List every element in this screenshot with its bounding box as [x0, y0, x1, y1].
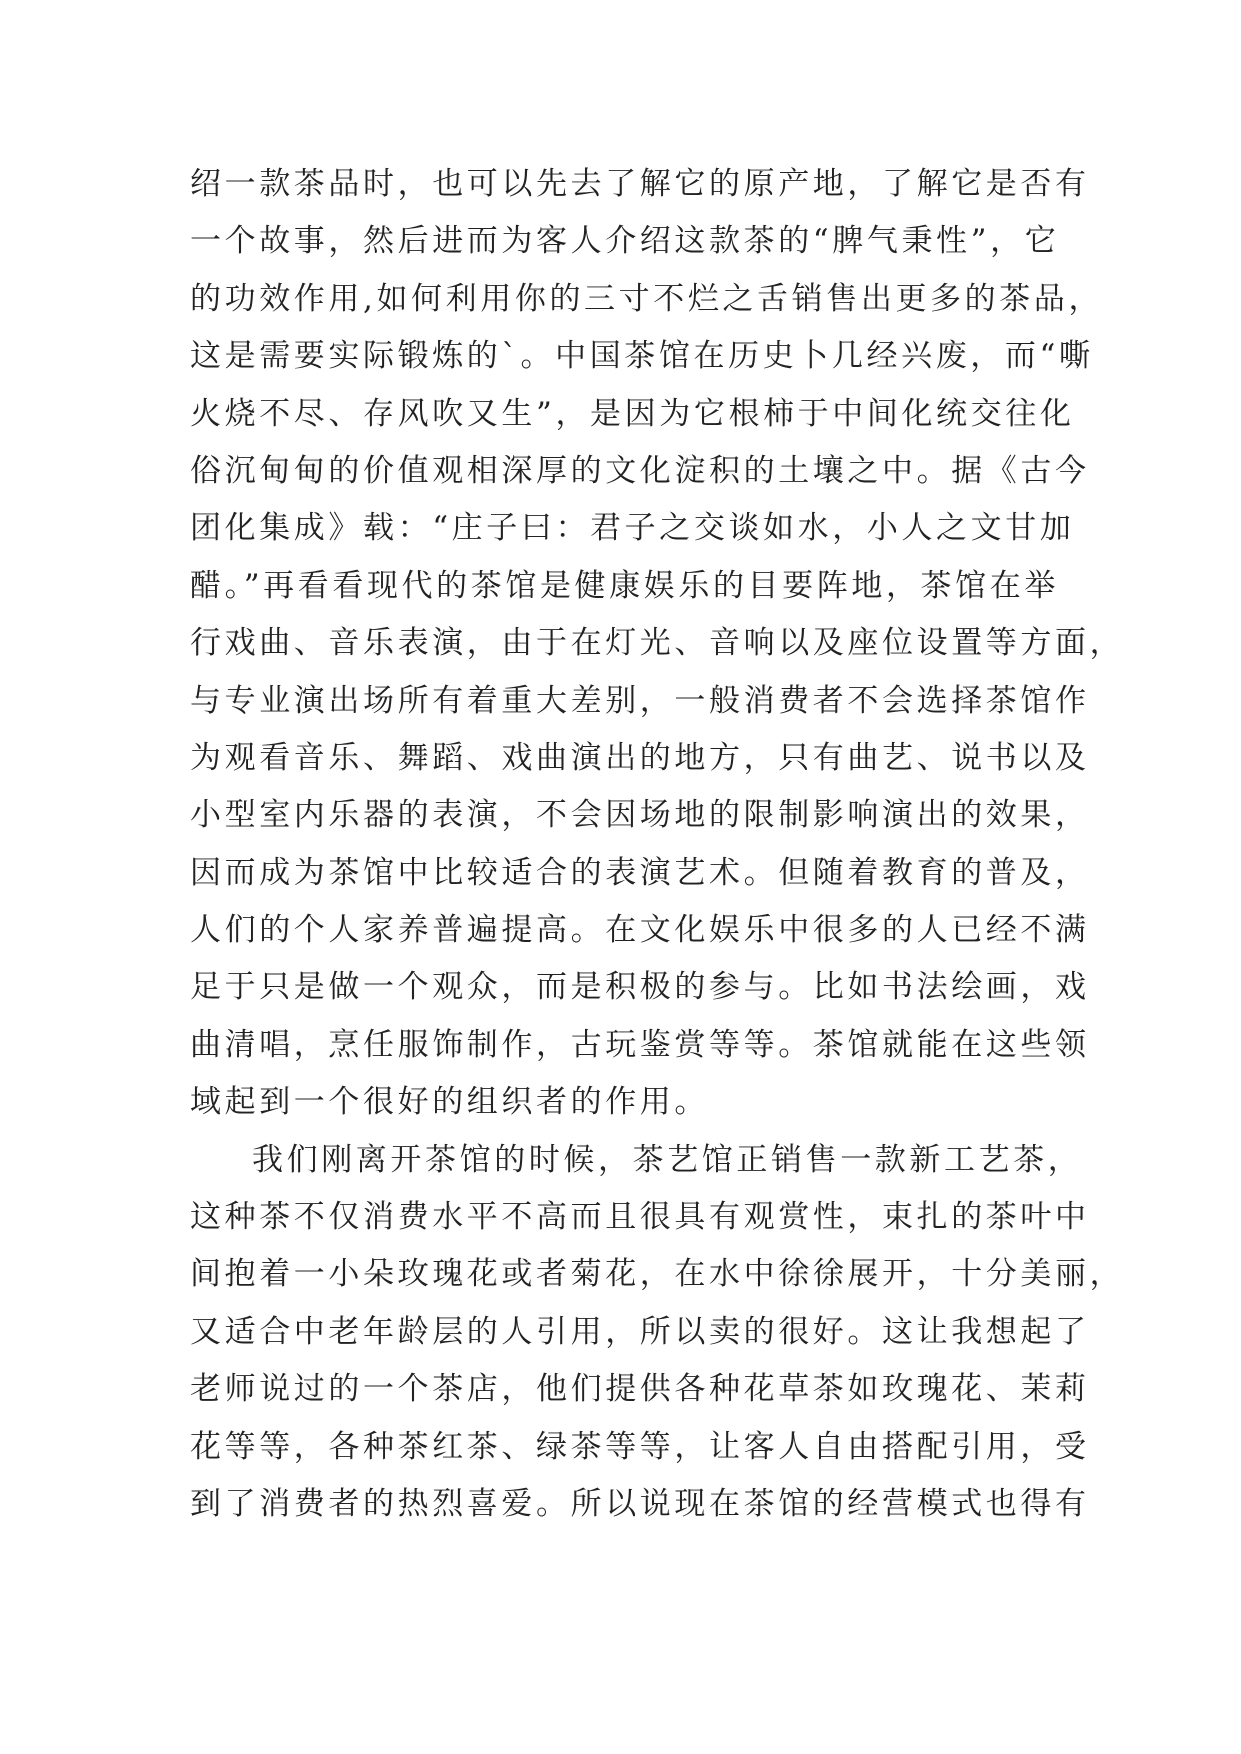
text-line: 团化集成》载：“庄子曰：君子之交谈如水，小人之文甘加	[190, 510, 1075, 547]
text-line: 人们的个人家养普遍提高。在文化娱乐中很多的人已经不满	[190, 912, 1090, 949]
text-line: 因而成为茶馆中比较适合的表演艺术。但随着教育的普及，	[190, 854, 1090, 891]
text-line: 足于只是做一个观众，而是积极的参与。比如书法绘画，戏	[190, 969, 1090, 1006]
text-line: 绍一款茶品时，也可以先去了解它的原产地，了解它是否有	[190, 166, 1090, 202]
text-line: 俗沉甸甸的价值观相深厚的文化淀积的土壤之中。据《古今	[190, 452, 1090, 489]
text-line: 曲清唱，烹任服饰制作，古玩鉴赏等等。茶馆就能在这些领	[190, 1026, 1090, 1063]
text-line: 行戏曲、音乐表演，由于在灯光、音响以及座位设置等方面，	[190, 625, 1125, 662]
text-line: 老师说过的一个茶店，他们提供各种花草茶如玫瑰花、茉莉	[190, 1371, 1090, 1408]
text-line: 又适合中老年龄层的人引用，所以卖的很好。这让我想起了	[190, 1313, 1090, 1350]
text-line: 的功效作用,如何利用你的三寸不烂之舌销售出更多的茶品，	[190, 280, 1104, 317]
text-line: 域起到一个很好的组织者的作用。	[190, 1084, 709, 1121]
text-line: 这种茶不仅消费水平不高而且很具有观赏性，束扎的茶叶中	[190, 1199, 1090, 1236]
text-line: 这是需要实际锻炼的`。中国茶馆在历史卜几经兴废，而“嘶	[190, 338, 1094, 375]
text-line: 与专业演出场所有着重大差别，一般消费者不会选择茶馆作	[190, 682, 1090, 719]
text-line: 一个故事，然后进而为客人介绍这款茶的“脾气秉性”，它	[190, 223, 1060, 260]
text-line: 为观看音乐、舞蹈、戏曲演出的地方，只有曲艺、说书以及	[190, 739, 1090, 776]
text-line: 到了消费者的热烈喜爱。所以说现在茶馆的经营模式也得有	[190, 1485, 1090, 1522]
text-line: 小型室内乐器的表演，不会因场地的限制影响演出的效果，	[190, 797, 1090, 834]
body-text	[190, 156, 1125, 1533]
text-line: 醋。”再看看现代的茶馆是健康娱乐的目要阵地，茶馆在举	[190, 567, 1059, 604]
text-line: 火烧不尽、存风吹又生”，是因为它根柿于中间化统交往化	[190, 395, 1075, 432]
text-line: 花等等，各种茶红茶、绿茶等等，让客人自由搭配引用，受	[190, 1428, 1090, 1465]
text-line: 间抱着一小朵玫瑰花或者菊花，在水中徐徐展开，十分美丽，	[190, 1256, 1125, 1293]
paragraph-start-line: 我们刚离开茶馆的时候，茶艺馆正销售一款新工艺茶，	[252, 1141, 1083, 1178]
